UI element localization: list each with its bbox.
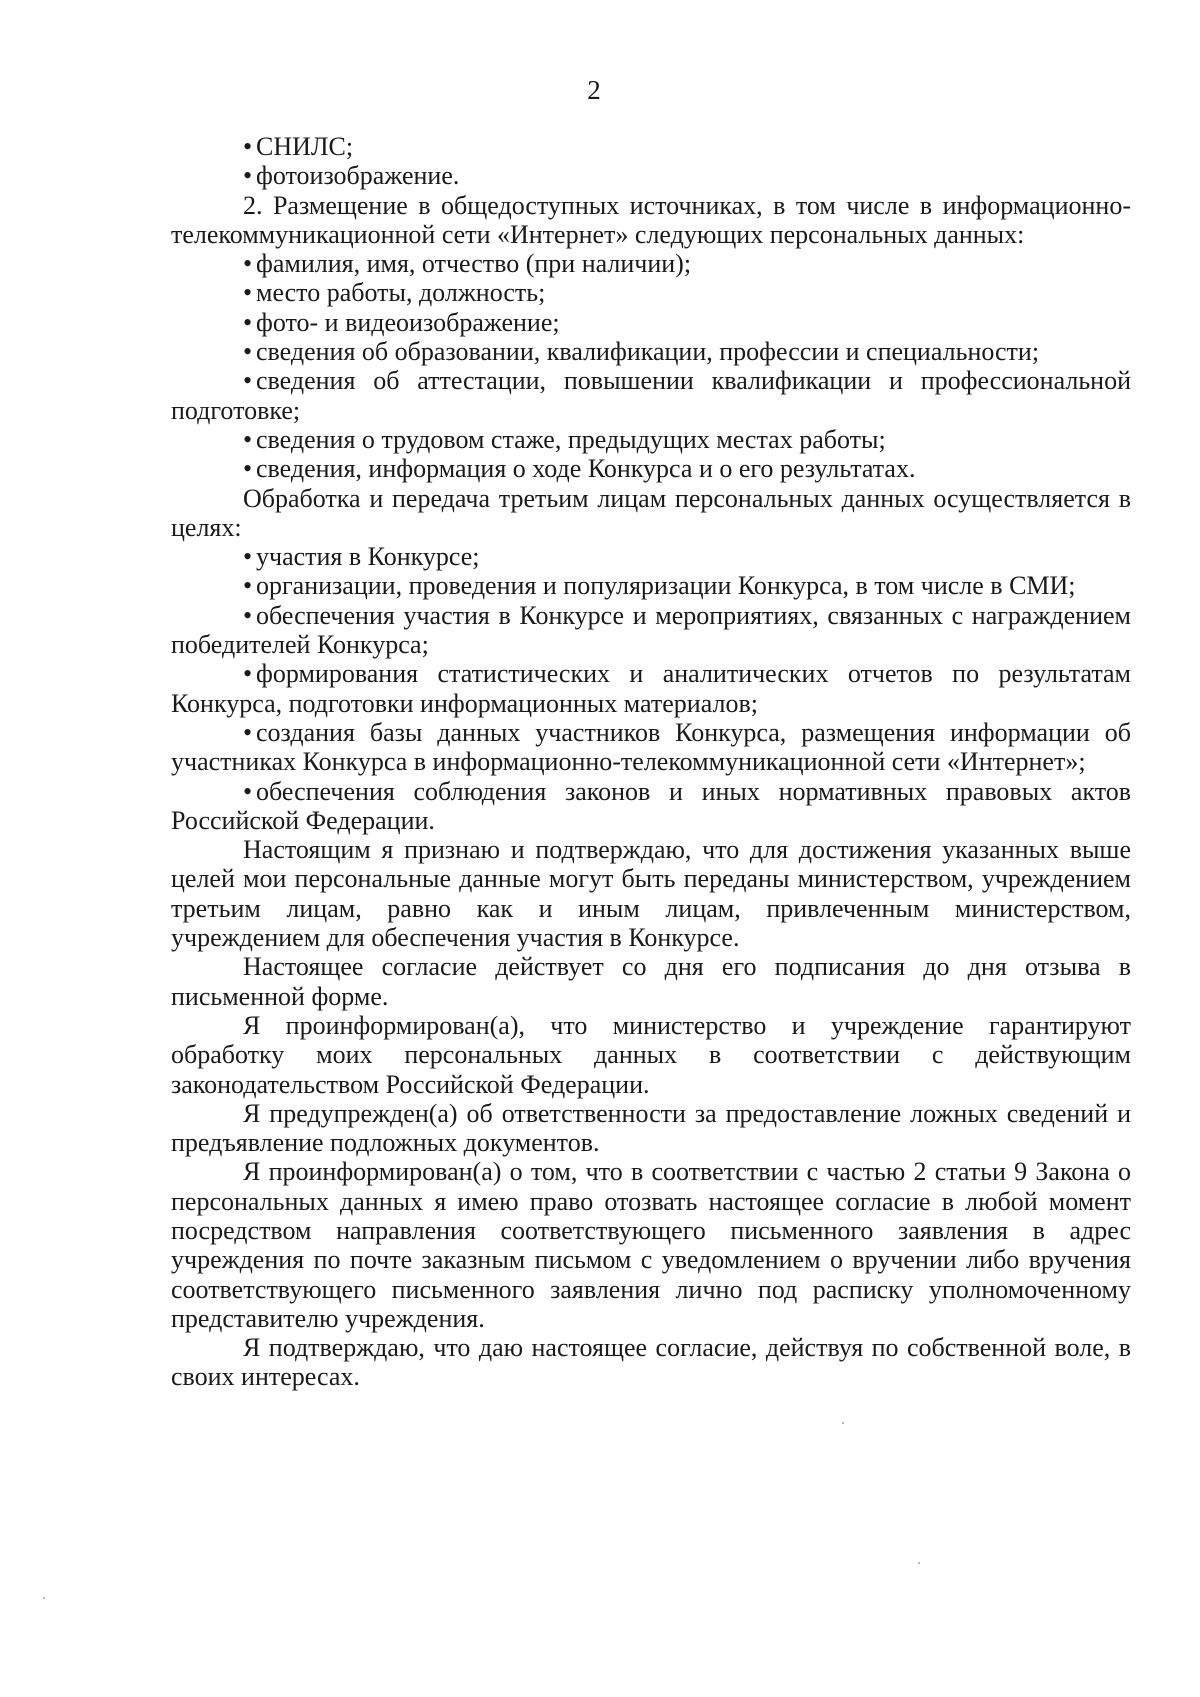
list-item bbox=[171, 132, 1131, 161]
list-item bbox=[171, 718, 1131, 777]
list-item-text: создания базы данных участников Конкурса, размещения информации об участниках Конкурса в информационно-телекоммуникационной сети «Интернет»; bbox=[171, 717, 1131, 777]
bullet-icon: • bbox=[243, 161, 253, 191]
scan-speck bbox=[842, 1422, 844, 1424]
bullet-icon: • bbox=[243, 307, 253, 337]
paragraph-guarantee: Я проинформирован(а), что министерство и учреждение гарантируют обработку моих персональных данных в соответствии с действующим законодательством Российской Федерации. bbox=[171, 1010, 1131, 1099]
list-item bbox=[171, 366, 1131, 425]
list-item bbox=[171, 454, 1131, 483]
bullet-icon: • bbox=[243, 717, 253, 747]
list-item bbox=[171, 542, 1131, 571]
list-item bbox=[171, 278, 1131, 307]
bullet-icon: • bbox=[243, 776, 253, 806]
list-item bbox=[171, 249, 1131, 278]
bullet-icon: • bbox=[243, 454, 253, 484]
paragraph-responsibility: Я предупрежден(а) об ответственности за предоставление ложных сведений и предъявление подложных документов. bbox=[171, 1098, 1131, 1158]
list-item bbox=[171, 601, 1131, 660]
bullet-icon: • bbox=[243, 542, 253, 572]
scan-speck bbox=[43, 1597, 45, 1599]
bullet-icon: • bbox=[243, 132, 253, 161]
list-item-text: сведения о трудовом стаже, предыдущих местах работы; bbox=[256, 424, 886, 454]
list-item-text: формирования статистических и аналитических отчетов по результатам Конкурса, подготовки информационных материалов; bbox=[171, 659, 1131, 718]
list-item-text: обеспечения соблюдения законов и иных нормативных правовых актов Российской Федерации. bbox=[171, 776, 1131, 835]
document-body bbox=[171, 132, 1131, 1392]
list-item bbox=[171, 571, 1131, 600]
list-item-text: фотоизображение. bbox=[256, 161, 460, 191]
list-item bbox=[171, 337, 1131, 366]
list-item-text: участия в Конкурсе; bbox=[256, 542, 480, 572]
bullet-icon: • bbox=[243, 278, 253, 308]
list-item-text: сведения об аттестации, повышении квалификации и профессиональной подготовке; bbox=[171, 366, 1131, 425]
list-item-text: организации, проведения и популяризации Конкурса, в том числе в СМИ; bbox=[256, 571, 1076, 601]
bullet-icon: • bbox=[243, 337, 253, 367]
paragraph-validity: Настоящее согласие действует со дня его подписания до дня отзыва в письменной форме. bbox=[171, 952, 1131, 1011]
list-item-text: обеспечения участия в Конкурсе и мероприятиях, связанных с награждением победителей Конкурса; bbox=[171, 600, 1131, 660]
paragraph-withdrawal: Я проинформирован(а) о том, что в соответствии с частью 2 статьи 9 Закона о персональных данных я имею право отозвать настоящее согласие в любой момент посредством направления соответствующего письменного заявления в адрес учреждения по почте заказным письмом с уведомлением о вручении либо вручения соответствующего письменного заявления лично под расписку уполномоченному представителю учреждения. bbox=[171, 1157, 1131, 1333]
list-item-text: СНИЛС; bbox=[256, 132, 354, 161]
paragraph-free-will: Я подтверждаю, что даю настоящее согласие, действуя по собственной воле, в своих интересах. bbox=[171, 1333, 1131, 1392]
paragraph-consent-transfer: Настоящим я признаю и подтверждаю, что для достижения указанных выше целей мои персональные данные могут быть переданы министерством, учреждением третьим лицам, равно как и иным лицам, привлеченным министерством, учреждением для обеспечения участия в Конкурсе. bbox=[171, 835, 1131, 953]
list-item-text: сведения об образовании, квалификации, профессии и специальности; bbox=[256, 337, 1040, 367]
bullet-icon: • bbox=[243, 600, 253, 630]
bullet-icon: • bbox=[243, 249, 253, 279]
list-item bbox=[171, 659, 1131, 718]
page-number: 2 bbox=[587, 75, 601, 105]
list-item-text: сведения, информация о ходе Конкурса и о его результатах. bbox=[256, 454, 916, 484]
bullet-icon: • bbox=[243, 366, 253, 396]
list-item-text: фото- и видеоизображение; bbox=[256, 307, 560, 337]
paragraph-purposes: Обработка и передача третьим лицам персональных данных осуществляется в целях: bbox=[171, 483, 1131, 542]
list-item bbox=[171, 777, 1131, 836]
paragraph-placement: 2. Размещение в общедоступных источниках, в том числе в информационно-телекоммуникационной сети «Интернет» следующих персональных данных: bbox=[171, 190, 1131, 249]
list-item bbox=[171, 308, 1131, 337]
bullet-icon: • bbox=[243, 659, 253, 689]
list-item-text: место работы, должность; bbox=[256, 278, 546, 308]
list-item-text: фамилия, имя, отчество (при наличии); bbox=[256, 249, 692, 279]
bullet-icon: • bbox=[243, 424, 253, 454]
list-item bbox=[171, 425, 1131, 454]
bullet-icon: • bbox=[243, 571, 253, 601]
list-item bbox=[171, 161, 1131, 190]
scan-speck bbox=[918, 1562, 920, 1564]
